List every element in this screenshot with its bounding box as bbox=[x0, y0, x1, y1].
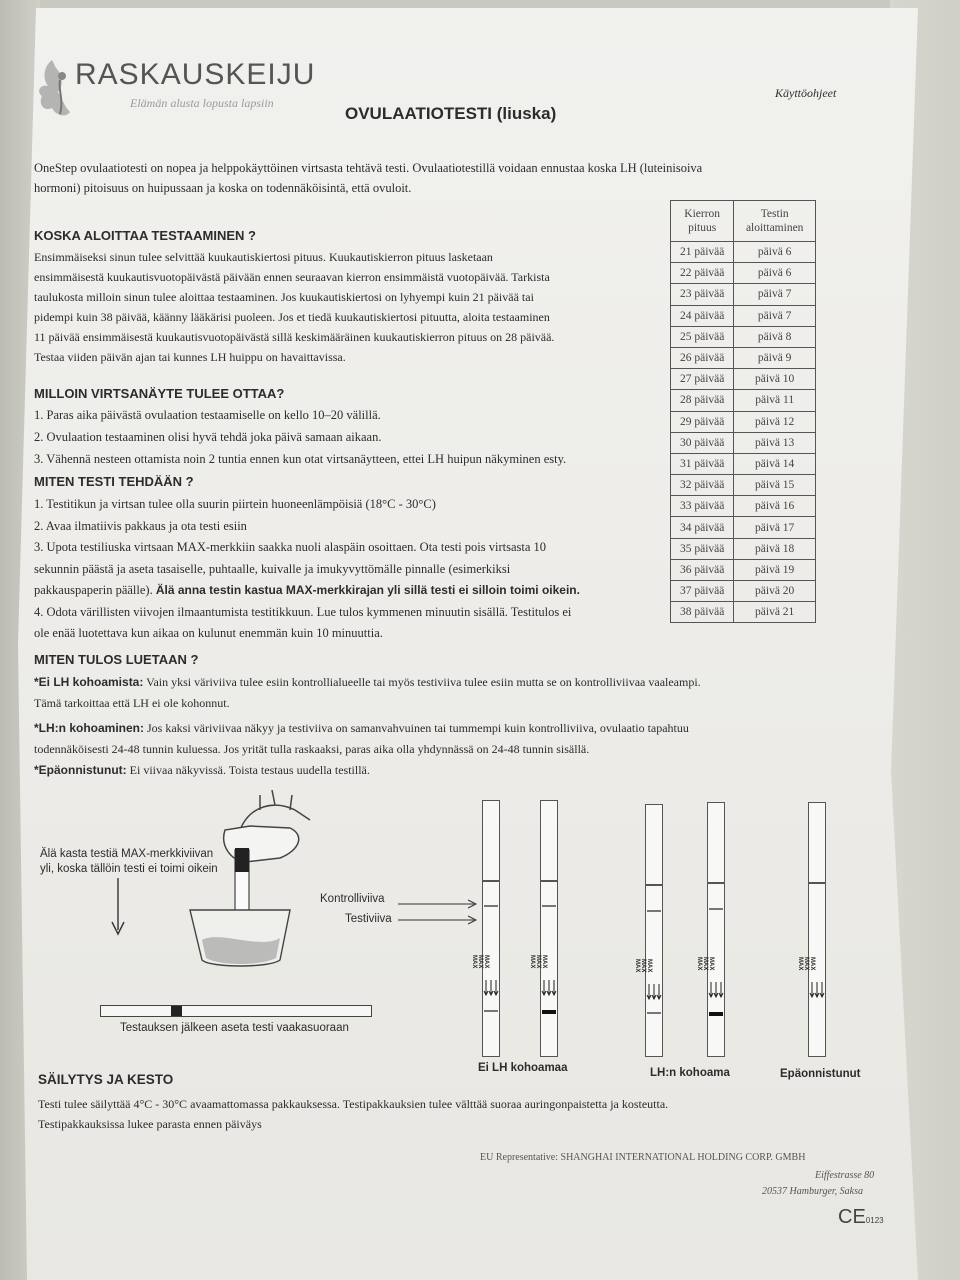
text-line bbox=[34, 760, 864, 781]
table-row bbox=[671, 284, 816, 305]
text-span: Ei viivaa näkyvissä. Toista testaus uudella testillä. bbox=[126, 763, 370, 777]
max-mark: MAX bbox=[529, 955, 535, 969]
start-day-cell: päivä 18 bbox=[734, 538, 816, 559]
intro-text bbox=[34, 158, 854, 198]
cycle-length-cell: 25 päivää bbox=[671, 326, 734, 347]
cycle-length-cell: 36 päivää bbox=[671, 559, 734, 580]
down-arrows-icon bbox=[483, 980, 499, 998]
table-row bbox=[671, 390, 816, 411]
max-mark: MAX bbox=[471, 955, 477, 969]
ce-text: CE bbox=[838, 1206, 866, 1228]
table-row bbox=[671, 305, 816, 326]
cycle-length-cell: 21 päivää bbox=[671, 242, 734, 263]
table-row bbox=[671, 602, 816, 623]
warning-bold-text: Älä anna testin kastua MAX-merkkirajan yli sillä testi ei silloin toimi oikein. bbox=[155, 583, 580, 597]
cycle-length-cell: 22 päivää bbox=[671, 263, 734, 284]
down-arrow-icon bbox=[110, 878, 126, 936]
table-row bbox=[671, 411, 816, 432]
start-day-cell: päivä 14 bbox=[734, 453, 816, 474]
cycle-length-cell: 31 päivää bbox=[671, 453, 734, 474]
result-caption-fail: Epäonnistunut bbox=[780, 1068, 861, 1080]
intro-line: OneStep ovulaatiotesti on nopea ja helppokäyttöinen virtsasta tehtävä testi. Ovulaatiotestillä voidaan ennustaa koska LH (luteinisoiva bbox=[34, 161, 703, 175]
cycle-length-cell: 24 päivää bbox=[671, 305, 734, 326]
text-line bbox=[34, 718, 864, 739]
start-day-cell: päivä 12 bbox=[734, 411, 816, 432]
max-mark: MAX bbox=[702, 957, 708, 971]
start-day-cell: päivä 6 bbox=[734, 263, 816, 284]
text-line: 3. Upota testiliuska virtsaan MAX-merkkiin saakka nuoli alaspäin osoittaen. Ota testi pois virtsasta 10 bbox=[34, 540, 547, 554]
text-line: Testaa viiden päivän ajan tai kunnes LH huippu on havaittavissa. bbox=[34, 350, 346, 364]
result-caption-lh: LH:n kohoama bbox=[650, 1067, 730, 1079]
hand-dipping-illustration bbox=[180, 790, 320, 990]
down-arrows-icon bbox=[708, 982, 724, 1000]
table-row bbox=[671, 496, 816, 517]
header-text: Kierron bbox=[684, 208, 721, 220]
horizontal-test-strip bbox=[100, 1005, 372, 1017]
text-line: Ensimmäiseksi sinun tulee selvittää kuukautiskiertosi pituus. Kuukautiskierron pituus lasketaan bbox=[34, 250, 493, 264]
max-mark: MAX bbox=[696, 957, 702, 971]
header-text: Testin bbox=[760, 208, 789, 220]
start-day-cell: päivä 16 bbox=[734, 496, 816, 517]
table-body bbox=[671, 242, 816, 623]
cycle-length-cell: 26 päivää bbox=[671, 347, 734, 368]
text-span: Jos kaksi väriviivaa näkyy ja testiviiva on samanvahvuinen tai tummempi kuin kontrolliviiva, ovulaatio tapahtuu bbox=[144, 721, 689, 735]
test-strip bbox=[707, 802, 725, 1057]
text-line bbox=[34, 580, 664, 602]
text-line: ensimmäisestä kuukautisvuotopäivästä päivään ennen seuraavan kierron ensimmäistä vuotopäivää. Tarkista bbox=[34, 270, 550, 284]
control-line bbox=[709, 908, 723, 910]
text-line: taulukosta milloin sinun tulee aloittaa testaaminen. Jos kuukautiskiertosi on lyhyempi kuin 21 päivää tai bbox=[34, 290, 534, 304]
max-mark: MAX bbox=[483, 955, 489, 969]
warning-text-2: yli, koska tällöin testi ei toimi oikein bbox=[40, 863, 218, 875]
table-row bbox=[671, 242, 816, 263]
cycle-length-cell: 32 päivää bbox=[671, 475, 734, 496]
test-line-label: Testiviiva bbox=[345, 913, 392, 925]
section-heading-when: KOSKA ALOITTAA TESTAAMINEN ? bbox=[34, 228, 256, 243]
start-day-cell: päivä 11 bbox=[734, 390, 816, 411]
text-span: pakkauspaperin päälle). bbox=[34, 583, 153, 597]
ce-number: 0123 bbox=[865, 1216, 884, 1225]
section-body-how bbox=[34, 494, 664, 645]
test-strip bbox=[808, 802, 826, 1057]
control-line-label: Kontrolliviiva bbox=[320, 893, 385, 905]
test-line bbox=[542, 1010, 556, 1014]
start-day-cell: päivä 13 bbox=[734, 432, 816, 453]
table-row bbox=[671, 517, 816, 538]
table-row bbox=[671, 326, 816, 347]
table-row bbox=[671, 369, 816, 390]
down-arrows-icon bbox=[809, 982, 825, 1000]
section-heading-sample: MILLOIN VIRTSANÄYTE TULEE OTTAA? bbox=[34, 386, 285, 401]
start-day-cell: päivä 19 bbox=[734, 559, 816, 580]
start-day-cell: päivä 9 bbox=[734, 347, 816, 368]
text-line: Testipakkauksissa lukee parasta ennen päiväys bbox=[38, 1117, 262, 1131]
test-strip bbox=[645, 804, 663, 1057]
strip-cap bbox=[808, 882, 826, 884]
section-body-read bbox=[34, 672, 864, 781]
section-heading-storage: SÄILYTYS JA KESTO bbox=[38, 1072, 174, 1087]
table-row bbox=[671, 453, 816, 474]
text-line: 2. Ovulaation testaaminen olisi hyvä tehdä joka päivä samaan aikaan. bbox=[34, 430, 382, 444]
max-mark: MAX bbox=[646, 959, 652, 973]
strip-cap bbox=[540, 880, 558, 882]
max-mark: MAX bbox=[708, 957, 714, 971]
text-line: 1. Paras aika päivästä ovulaation testaamiselle on kello 10–20 välillä. bbox=[34, 408, 381, 422]
section-heading-read: MITEN TULOS LUETAAN ? bbox=[34, 652, 199, 667]
warning-text-1: Älä kasta testiä MAX-merkkiviivan bbox=[40, 848, 214, 860]
cycle-length-cell: 30 päivää bbox=[671, 432, 734, 453]
test-line bbox=[647, 1012, 661, 1014]
strip-cap bbox=[645, 884, 663, 886]
table-row bbox=[671, 538, 816, 559]
table-header-row bbox=[671, 201, 816, 242]
test-strip bbox=[482, 800, 500, 1057]
control-line bbox=[542, 905, 556, 907]
cycle-length-cell: 29 päivää bbox=[671, 411, 734, 432]
start-day-cell: päivä 17 bbox=[734, 517, 816, 538]
max-mark: MAX bbox=[803, 957, 809, 971]
cycle-length-cell: 34 päivää bbox=[671, 517, 734, 538]
fairy-logo-icon bbox=[34, 56, 78, 122]
cycle-length-cell: 33 päivää bbox=[671, 496, 734, 517]
result-label-no-lh: *Ei LH kohoamista: bbox=[34, 675, 144, 689]
result-caption-no-lh: Ei LH kohoamaa bbox=[478, 1062, 568, 1074]
max-mark: MAX bbox=[541, 955, 547, 969]
header-text: pituus bbox=[688, 222, 717, 234]
section-body-sample bbox=[34, 404, 664, 470]
test-line bbox=[709, 1012, 723, 1016]
max-mark: MAX bbox=[797, 957, 803, 971]
section-body-when bbox=[34, 247, 664, 367]
text-line: Testi tulee säilyttää 4°C - 30°C avaamattomassa pakkauksessa. Testipakkauksien tulee välttää suoraa auringonpaistetta ja kosteutta. bbox=[38, 1097, 669, 1111]
down-arrows-icon bbox=[541, 980, 557, 998]
ce-mark bbox=[838, 1206, 884, 1229]
start-day-cell: päivä 10 bbox=[734, 369, 816, 390]
text-line: 3. Vähennä nesteen ottamista noin 2 tuntia ennen kun otat virtsanäytteen, ettei LH huipun näkyminen esty. bbox=[34, 452, 567, 466]
pointer-arrows-icon bbox=[398, 896, 478, 926]
instructions-label: Käyttöohjeet bbox=[775, 86, 837, 100]
cycle-length-cell: 28 päivää bbox=[671, 390, 734, 411]
text-line bbox=[34, 672, 864, 693]
flat-caption: Testauksen jälkeen aseta testi vaakasuoraan bbox=[120, 1022, 349, 1034]
start-day-cell: päivä 21 bbox=[734, 602, 816, 623]
start-day-cell: päivä 8 bbox=[734, 326, 816, 347]
text-line: todennäköisesti 24-48 tunnin kuluessa. Jos yrität tulla raskaaksi, paras aika olla yhdynnässä on 24-48 tunnin sisällä. bbox=[34, 742, 590, 756]
strip-cap bbox=[482, 880, 500, 882]
result-label-lh: *LH:n kohoaminen: bbox=[34, 721, 144, 735]
text-line: 4. Odota värillisten viivojen ilmaantumista testitikkuun. Lue tulos kymmenen minuutin sisällä. Testitulos ei bbox=[34, 604, 572, 619]
page-title: OVULAATIOTESTI (liuska) bbox=[345, 104, 557, 123]
text-line: pidempi kuin 38 päivää, käänny lääkärisi puoleen. Jos et tiedä kuukautiskiertosi pituutta, aloita testaaminen bbox=[34, 310, 550, 324]
start-day-cell: päivä 6 bbox=[734, 242, 816, 263]
text-line: 11 päivää ensimmäisestä kuukautisvuotopäivästä sillä keskimääräinen kuukautiskierron pituus on 28 päivää. bbox=[34, 330, 555, 344]
max-mark: MAX bbox=[477, 955, 483, 969]
brand-name: RASKAUSKEIJU bbox=[75, 58, 316, 91]
text-span: Vain yksi väriviiva tulee esiin kontrollialueelle tai myös testiviiva tulee esiin mutta se on kontrolliviivaa vaaleampi. bbox=[143, 675, 701, 689]
cycle-table bbox=[670, 200, 816, 623]
cycle-length-cell: 37 päivää bbox=[671, 581, 734, 602]
text-line: Tämä tarkoittaa että LH ei ole kohonnut. bbox=[34, 696, 230, 710]
brand-tagline: Elämän alusta lopusta lapsiin bbox=[130, 96, 274, 110]
text-line: ole enää luotettava kun aikaa on kulunut enemmän kuin 10 minuuttia. bbox=[34, 626, 383, 640]
text-line: 2. Avaa ilmatiivis pakkaus ja ota testi esiin bbox=[34, 518, 247, 533]
table-row bbox=[671, 263, 816, 284]
header-text: aloittaminen bbox=[745, 222, 804, 234]
test-strip bbox=[540, 800, 558, 1057]
table-row bbox=[671, 559, 816, 580]
address-street: Eiffestrasse 80 bbox=[815, 1170, 875, 1181]
section-heading-how: MITEN TESTI TEHDÄÄN ? bbox=[34, 474, 194, 489]
cycle-length-cell: 38 päivää bbox=[671, 602, 734, 623]
max-mark: MAX bbox=[809, 957, 815, 971]
start-day-cell: päivä 20 bbox=[734, 581, 816, 602]
table-row bbox=[671, 347, 816, 368]
cycle-length-cell: 23 päivää bbox=[671, 284, 734, 305]
table-header-start bbox=[734, 201, 816, 242]
max-mark: MAX bbox=[640, 959, 646, 973]
start-day-cell: päivä 7 bbox=[734, 305, 816, 326]
table-row bbox=[671, 581, 816, 602]
table-header-cycle bbox=[671, 201, 734, 242]
table-row bbox=[671, 432, 816, 453]
eu-representative: EU Representative: SHANGHAI INTERNATIONAL HOLDING CORP. GMBH bbox=[480, 1152, 806, 1163]
start-day-cell: päivä 15 bbox=[734, 475, 816, 496]
start-day-cell: päivä 7 bbox=[734, 284, 816, 305]
control-line bbox=[484, 905, 498, 907]
address-city: 20537 Hamburger, Saksa bbox=[762, 1186, 864, 1197]
section-body-storage bbox=[38, 1094, 668, 1134]
control-line bbox=[647, 910, 661, 912]
max-mark: MAX bbox=[634, 959, 640, 973]
result-label-fail: *Epäonnistunut: bbox=[34, 763, 127, 777]
cycle-length-cell: 35 päivää bbox=[671, 538, 734, 559]
intro-line: hormoni) pitoisuus on huipussaan ja koska on todennäköisintä, että ovuloit. bbox=[34, 181, 412, 195]
max-mark: MAX bbox=[535, 955, 541, 969]
down-arrows-icon bbox=[646, 984, 662, 1002]
text-line: sekunnin päästä ja aseta tasaiselle, puhtaalle, kuivalle ja imukyvyttömälle pinnalle (esimerkiksi bbox=[34, 561, 511, 576]
cycle-length-cell: 27 päivää bbox=[671, 369, 734, 390]
text-line: 1. Testitikun ja virtsan tulee olla suurin piirtein huoneenlämpöisiä (18°C - 30°C) bbox=[34, 497, 436, 511]
test-line bbox=[484, 1010, 498, 1012]
strip-cap bbox=[707, 882, 725, 884]
table-row bbox=[671, 475, 816, 496]
